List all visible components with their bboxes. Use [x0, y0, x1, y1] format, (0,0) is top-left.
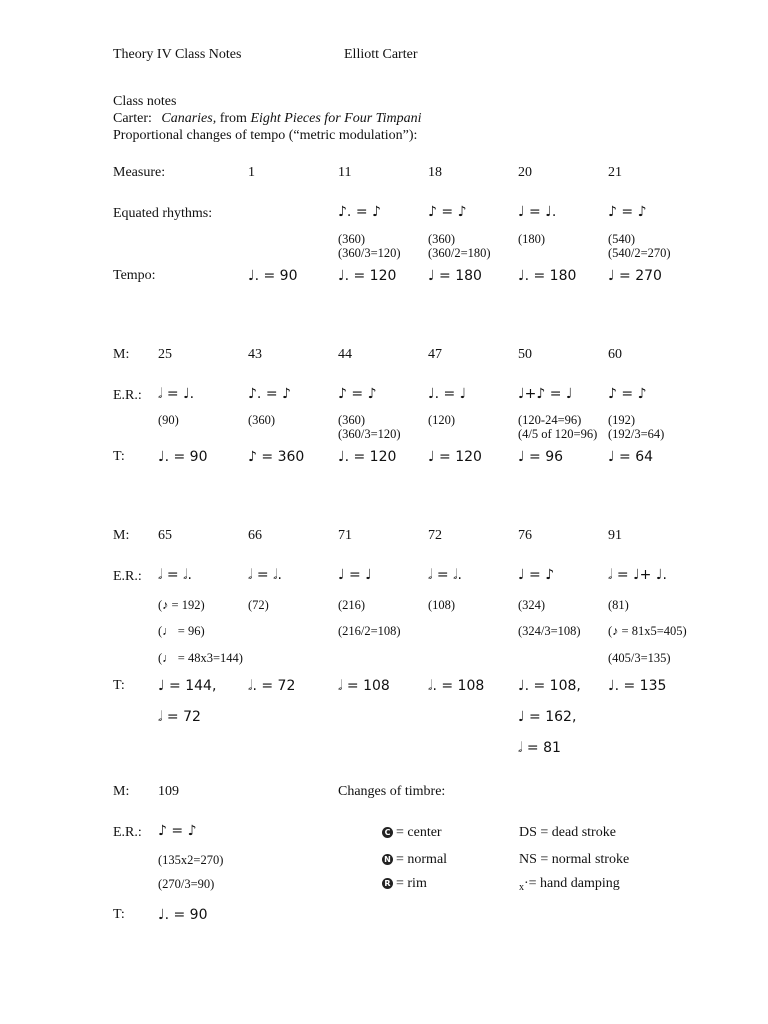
calculation: (90) — [158, 413, 179, 427]
calculation: (♪ = 81x5=405) — [608, 624, 687, 638]
measure-number: 72 — [428, 528, 442, 543]
calculation: (108) — [428, 598, 456, 612]
t-label: T: — [113, 678, 125, 693]
class-notes-heading: Class notes — [113, 94, 177, 109]
calculation: (♩ = 48x3=144) — [158, 651, 243, 665]
carter-label: Carter: — [113, 111, 152, 126]
measure-number: 1 — [248, 165, 255, 180]
measure-number: 44 — [338, 347, 352, 362]
calculation: (360/3=120) — [338, 246, 401, 260]
calculation: (120-24=96) — [518, 413, 582, 427]
t-label: T: — [113, 907, 125, 922]
calculation: (360) — [338, 232, 366, 246]
piece-title: Canaries, — [161, 111, 217, 126]
tempo-marking: ♩ = 120 — [428, 449, 482, 465]
equated-rhythm: 𝅗𝅥 = ♩. — [158, 386, 195, 402]
timbre-normal — [382, 852, 447, 868]
calculation: (405/3=135) — [608, 651, 671, 665]
measure-number: 60 — [608, 347, 622, 362]
equated-rhythm: ♩+♪ = ♩ — [518, 386, 573, 402]
tempo-marking: 𝅗𝅥 = 81 — [518, 740, 561, 756]
calculation: (♩ = 96) — [158, 624, 205, 638]
calculation: (192) — [608, 413, 636, 427]
er-label: E.R.: — [113, 825, 142, 840]
tempo-marking: 𝅗𝅥 = 108 — [338, 678, 390, 694]
equated-rhythm: ♪. = ♪ — [248, 386, 291, 402]
tempo-marking: ♩. = 90 — [158, 907, 208, 923]
tempo-marking: ♩. = 90 — [248, 268, 298, 284]
equated-rhythm: ♩. = ♩ — [428, 386, 467, 402]
center-symbol-icon: C — [382, 827, 393, 838]
calculation: (216) — [338, 598, 366, 612]
equated-rhythm: ♪. = ♪ — [338, 204, 381, 220]
equated-rhythm: ♪ = ♪ — [428, 204, 467, 220]
tempo-marking: ♩ = 270 — [608, 268, 662, 284]
equated-rhythm: 𝅗𝅥 = 𝅗𝅥. — [428, 567, 462, 583]
measure-number: 25 — [158, 347, 172, 362]
equated-rhythm: 𝅗𝅥 = 𝅗𝅥. — [158, 567, 192, 583]
equated-rhythm: 𝅗𝅥 = 𝅗𝅥. — [248, 567, 282, 583]
calculation: (4/5 of 120=96) — [518, 427, 598, 441]
calculation: (♪ = 192) — [158, 598, 205, 612]
tempo-marking: 𝅗𝅥 = 72 — [158, 709, 201, 725]
tempo-marking: ♩ = 144, — [158, 678, 217, 694]
measure-number: 71 — [338, 528, 352, 543]
composer-name: Elliott Carter — [344, 47, 418, 62]
hand-damping-legend — [519, 876, 620, 896]
calculation: (216/2=108) — [338, 624, 401, 638]
calculation: (180) — [518, 232, 546, 246]
tempo-label: Tempo: — [113, 268, 156, 283]
tempo-marking: 𝅗𝅥. = 108 — [428, 678, 485, 694]
normal-stroke-legend: NS = normal stroke — [519, 852, 630, 867]
measure-number: 109 — [158, 784, 179, 799]
calculation: (120) — [428, 413, 456, 427]
calculation: (360) — [338, 413, 366, 427]
equated-rhythm: 𝅗𝅥 = ♩+ ♩. — [608, 567, 667, 583]
tempo-marking: ♩ = 96 — [518, 449, 564, 465]
tempo-marking: ♩ = 162, — [518, 709, 577, 725]
from-text: from — [219, 111, 247, 126]
measure-number: 21 — [608, 165, 622, 180]
er-label: E.R.: — [113, 388, 142, 403]
calculation: (360) — [428, 232, 456, 246]
course-title: Theory IV Class Notes — [113, 47, 242, 62]
measure-number: 11 — [338, 165, 352, 180]
tempo-marking: ♩. = 90 — [158, 449, 208, 465]
equated-rhythm: ♪ = ♪ — [338, 386, 377, 402]
tempo-marking: ♩. = 108, — [518, 678, 581, 694]
equated-rhythm: ♪ = ♪ — [158, 823, 197, 839]
calculation: (135x2=270) — [158, 853, 224, 867]
measure-number: 65 — [158, 528, 172, 543]
measure-number: 20 — [518, 165, 532, 180]
m-label: M: — [113, 784, 130, 799]
timbre-text: = center — [396, 825, 442, 840]
calculation: (192/3=64) — [608, 427, 665, 441]
measure-number: 18 — [428, 165, 442, 180]
calculation: (72) — [248, 598, 269, 612]
timbre-rim — [382, 876, 427, 892]
er-label: E.R.: — [113, 569, 142, 584]
measure-number: 91 — [608, 528, 622, 543]
calculation: (540/2=270) — [608, 246, 671, 260]
tempo-marking: ♩. = 120 — [338, 268, 397, 284]
equated-rhythm: ♪ = ♪ — [608, 204, 647, 220]
measure-number: 66 — [248, 528, 262, 543]
measure-number: 50 — [518, 347, 532, 362]
equated-rhythm: ♪ = ♪ — [608, 386, 647, 402]
dead-stroke-legend: DS = dead stroke — [519, 825, 616, 840]
damping-text: ·= hand damping — [524, 876, 620, 891]
equated-rhythm: ♩ = ♪ — [518, 567, 555, 583]
calculation: (324) — [518, 598, 546, 612]
tempo-marking: ♩ = 64 — [608, 449, 654, 465]
equated-rhythm: ♩ = ♩ — [338, 567, 372, 583]
m-label: M: — [113, 528, 130, 543]
measure-number: 76 — [518, 528, 532, 543]
m-label: M: — [113, 347, 130, 362]
calculation: (81) — [608, 598, 629, 612]
tempo-marking: ♩ = 180 — [428, 268, 482, 284]
normal-symbol-icon: N — [382, 854, 393, 865]
measure-number: 47 — [428, 347, 442, 362]
calculation: (540) — [608, 232, 636, 246]
tempo-marking: ♩. = 135 — [608, 678, 667, 694]
piece-line — [113, 111, 422, 127]
topic-line: Proportional changes of tempo (“metric modulation”): — [113, 128, 418, 143]
measure-label: Measure: — [113, 165, 166, 180]
tempo-marking: ♩. = 120 — [338, 449, 397, 465]
measure-number: 43 — [248, 347, 262, 362]
collection-title: Eight Pieces for Four Timpani — [250, 111, 422, 126]
timbre-text: = rim — [396, 876, 427, 891]
tempo-marking: ♪ = 360 — [248, 449, 305, 465]
equated-rhythm: ♩ = ♩. — [518, 204, 557, 220]
rim-symbol-icon: R — [382, 878, 393, 889]
calculation: (324/3=108) — [518, 624, 581, 638]
equated-rhythms-label: Equated rhythms: — [113, 206, 213, 221]
timbre-center — [382, 825, 442, 841]
timbre-text: = normal — [396, 852, 448, 867]
tempo-marking: ♩. = 180 — [518, 268, 577, 284]
tempo-marking: 𝅗𝅥. = 72 — [248, 678, 296, 694]
calculation: (360/3=120) — [338, 427, 401, 441]
calculation: (270/3=90) — [158, 877, 215, 891]
calculation: (360/2=180) — [428, 246, 491, 260]
t-label: T: — [113, 449, 125, 464]
timbre-heading: Changes of timbre: — [338, 784, 446, 799]
calculation: (360) — [248, 413, 276, 427]
damping-mark-icon: x — [519, 882, 524, 893]
